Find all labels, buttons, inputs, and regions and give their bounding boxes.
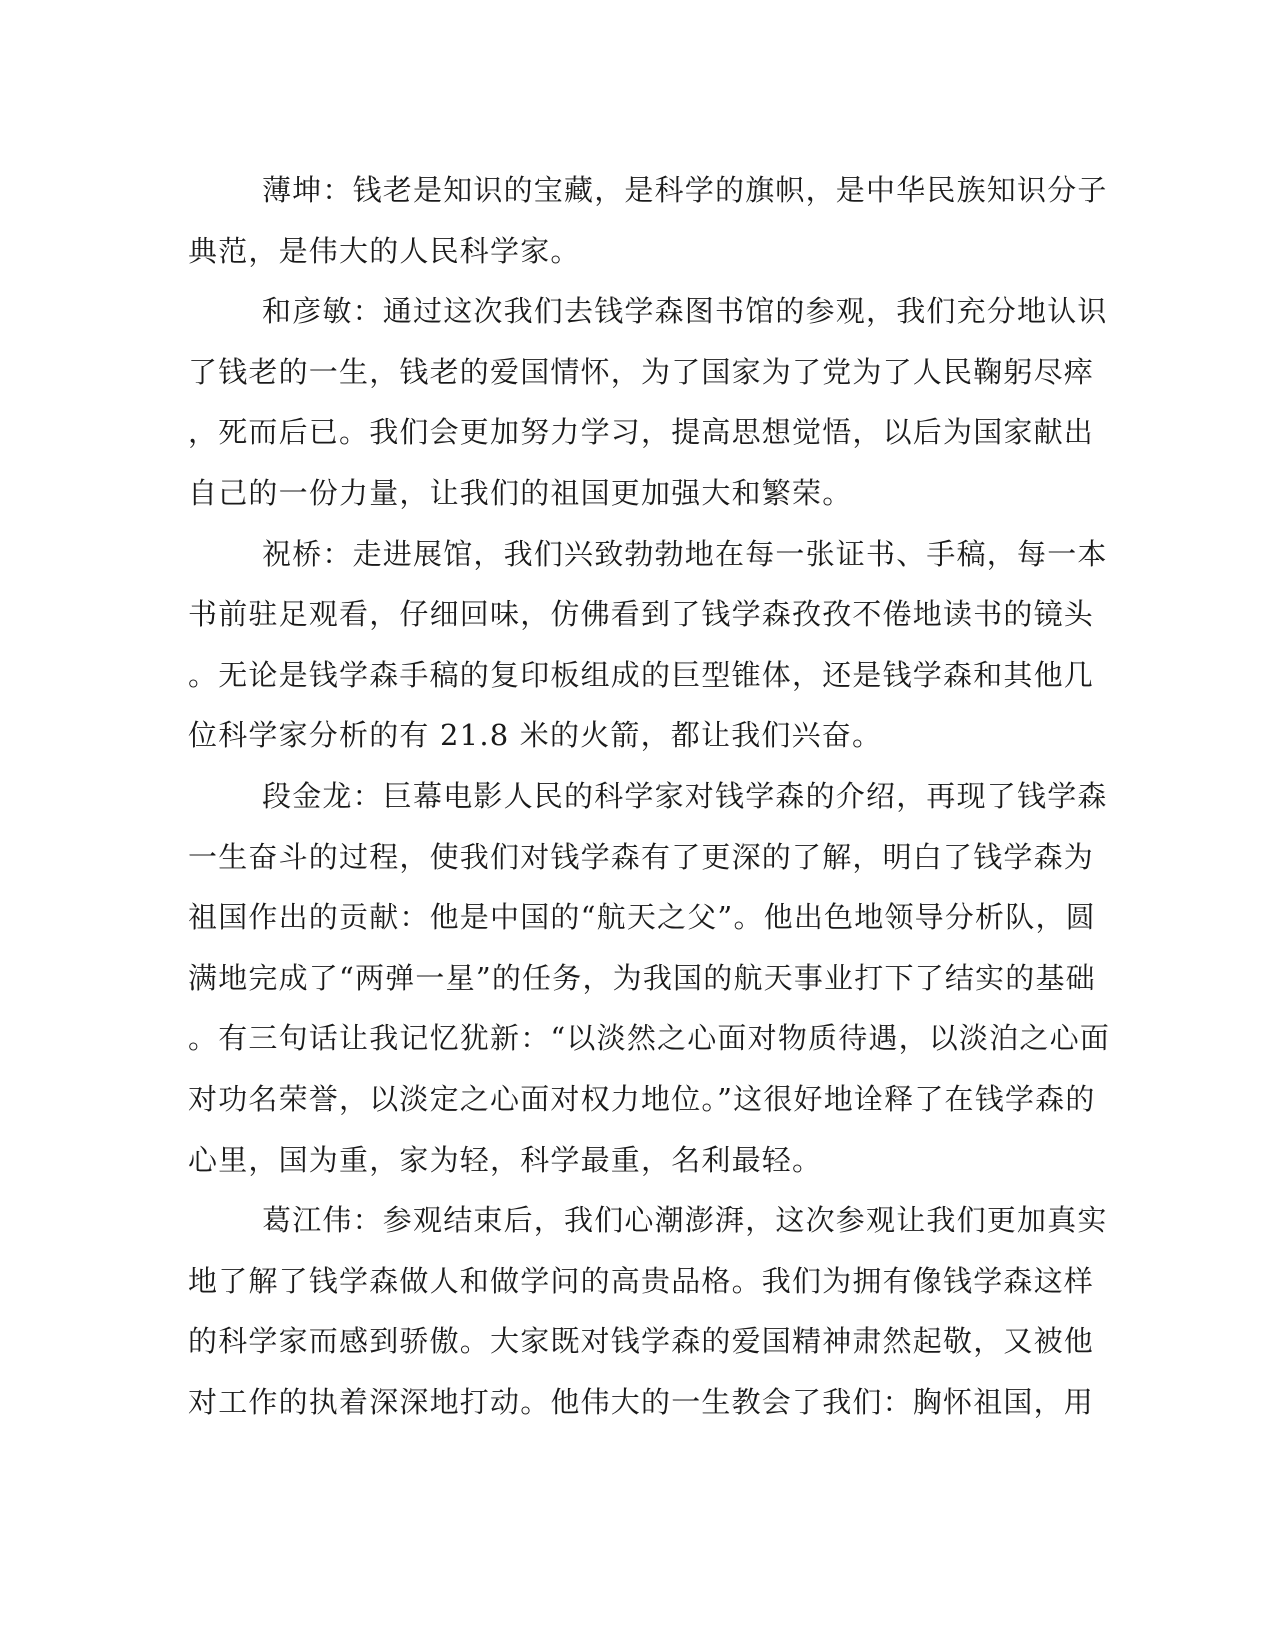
- text-line: 了钱老的一生，钱老的爱国情怀，为了国家为了党为了人民鞠躬尽瘁: [188, 354, 1095, 389]
- text-line: 位科学家分析的有 21.8 米的火箭，都让我们兴奋。: [188, 718, 883, 753]
- text-line: 地了解了钱学森做人和做学问的高贵品格。我们为拥有像钱学森这样: [188, 1263, 1095, 1298]
- paragraph-first-line: 葛江伟：参观结束后，我们心潮澎湃，这次参观让我们更加真实: [262, 1203, 1108, 1238]
- text-line: 对功名荣誉，以淡定之心面对权力地位。”这很好地诠释了在钱学森的: [188, 1081, 1096, 1116]
- paragraph-first-line: 薄坤：钱老是知识的宝藏，是科学的旗帜，是中华民族知识分子: [262, 173, 1108, 207]
- paragraph-first-line: 和彦敏：通过这次我们去钱学森图书馆的参观，我们充分地认识: [262, 294, 1108, 329]
- text-line: 。无论是钱学森手稿的复印板组成的巨型锥体，还是钱学森和其他几: [188, 657, 1095, 692]
- text-line: 典范，是伟大的人民科学家。: [188, 233, 581, 268]
- text-line: 对工作的执着深深地打动。他伟大的一生教会了我们：胸怀祖国，用: [188, 1384, 1095, 1419]
- text-line: 书前驻足观看，仔细回味，仿佛看到了钱学森孜孜不倦地读书的镜头: [188, 597, 1095, 632]
- text-line: 祖国作出的贡献：他是中国的“航天之父”。他出色地领导分析队，圆: [188, 900, 1096, 935]
- body-text: [188, 160, 1111, 1432]
- text-line: ，死而后已。我们会更加努力学习，提高思想觉悟，以后为国家献出: [188, 415, 1095, 450]
- paragraph-first-line: 祝桥：走进展馆，我们兴致勃勃地在每一张证书、手稿，每一本: [262, 536, 1108, 571]
- text-line: 。有三句话让我记忆犹新：“以淡然之心面对物质待遇，以淡泊之心面: [188, 1021, 1111, 1056]
- text-line: 一生奋斗的过程，使我们对钱学森有了更深的了解，明白了钱学森为: [188, 839, 1095, 874]
- text-line: 的科学家而感到骄傲。大家既对钱学森的爱国精神肃然起敬，又被他: [188, 1324, 1095, 1359]
- text-line: 满地完成了“两弹一星”的任务，为我国的航天事业打下了结实的基础: [188, 960, 1096, 995]
- text-line: 自己的一份力量，让我们的祖国更加强大和繁荣。: [188, 475, 853, 510]
- paragraph-first-line: 段金龙：巨幕电影人民的科学家对钱学森的介绍，再现了钱学森: [262, 778, 1108, 813]
- text-line: 心里，国为重，家为轻，科学最重，名利最轻。: [188, 1142, 823, 1177]
